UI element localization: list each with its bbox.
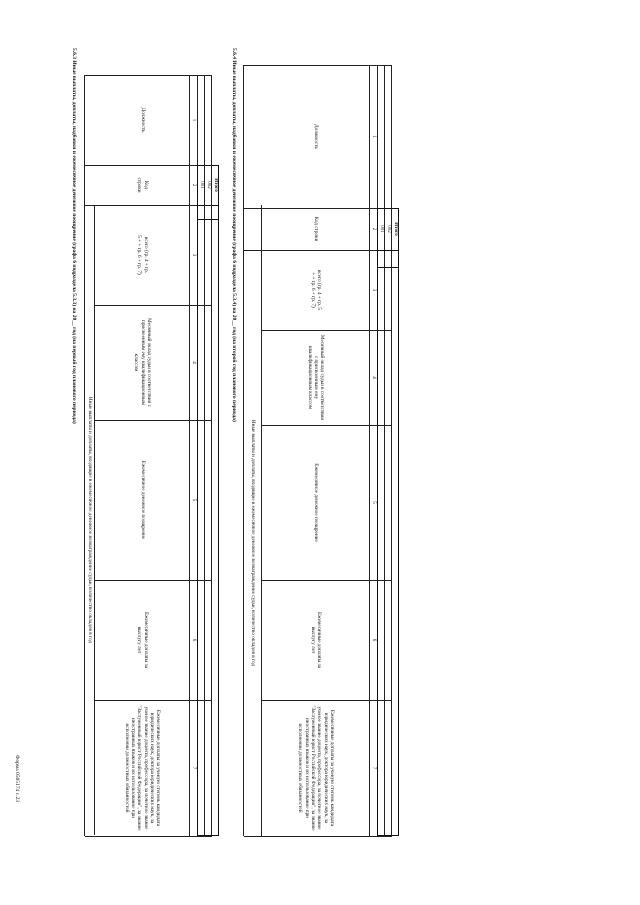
table1-col-position: Должность (139, 107, 146, 133)
table1-col-total: всего (гр. 4 + гр. 5 + + гр. 6 + гр. 7) (136, 235, 149, 275)
table2-total-label: Итого (393, 222, 399, 236)
table2-col-seniority: Ежемесячные доплаты за выслугу лет (310, 611, 323, 669)
table1-num-6: 6 (191, 638, 197, 642)
table2-group-header: Иные выплаты и доплаты, входящие в ежемесячное денежное вознаграждение судьи, количество окладов в год (250, 419, 257, 667)
table1-col-seniority: Ежемесячные доплаты за выслугу лет (136, 611, 149, 669)
table2-col-degree: Ежемесячные доплаты за ученую степень кандидата юридических наук, доктора юридических наук, за ученое звание доцента, профессора, за почетное звание "Заслуженный юрист Российской Федерации", за знание иностранных языков и их использование при исполнении должностных обязанностей (297, 705, 335, 831)
table2-title: 5.6.4 Иные выплаты, доплаты, надбавки и ежемесячное денежное поощрение (графа 6 подраздела 5.3.4) на 20__ год (на второй год планового периода) (231, 48, 237, 422)
table2-col-salary: Месячный оклад судьи в соответствии с присвоенным ему квалификационным классом (306, 334, 326, 421)
table2-col-position: Должность (313, 124, 320, 149)
table2-col-bonus: Ежемесячное денежное поощрение (313, 463, 320, 542)
table1-total-label: Итого (213, 178, 219, 192)
table1-col-bonus: Ежемесячное денежное поощрение (139, 460, 146, 540)
table1-group-header: Иные выплаты и доплаты, входящие в ежемесячное денежное вознаграждение судьи, количество окладов в год (87, 396, 94, 644)
table1-col-degree: Ежемесячные доплаты за ученую степень кандидата юридических наук, доктора юридических наук, за ученое звание доцента, профессора, за почетное звание "Заслуженный юрист Российской Федерации", за знание иностранных языков и их использование при исполнении должностных обязанностей (123, 705, 162, 831)
table1-num-2: 2 (191, 183, 197, 187)
table1-col-salary: Месячный оклад судьи в соответствии с присвоенным ему квалификационным классом (133, 318, 152, 407)
table1-col-code: Код строки (136, 177, 149, 193)
table2-num-4: 4 (371, 376, 377, 379)
table2-col-total: всего (гр. 4 + гр. 5 + + гр. 6 + гр. 7) (310, 269, 323, 311)
table1-num-4: 4 (191, 361, 197, 364)
table1-num-7: 7 (191, 766, 197, 770)
table2-num-1: 1 (371, 135, 377, 138)
table1-num-5: 5 (191, 498, 197, 502)
table2-col-code: Код строки (313, 216, 320, 242)
table1-title: 5.6.3 Иные выплаты, доплаты, надбавки и ежемесячное денежное поощрение (графа 6 подраздела 5.3.3) на 20__ год (на первый год планового периода) (71, 48, 77, 424)
table1-num-1: 1 (191, 118, 197, 122)
table2-row-code: 002 (386, 225, 391, 233)
table2-num-2: 2 (371, 227, 377, 231)
table1-row-code: 001 (199, 181, 204, 189)
table1-row-code: 002 (206, 181, 211, 189)
form-number-label: Форма 0505174 с.23 (14, 755, 20, 802)
table2-num-7: 7 (371, 766, 377, 770)
table2-num-6: 6 (371, 638, 377, 642)
table2-num-5: 5 (371, 501, 377, 504)
table2-row-code: 001 (379, 225, 384, 233)
table2-num-3: 3 (371, 288, 377, 292)
table1-num-3: 3 (191, 253, 197, 257)
